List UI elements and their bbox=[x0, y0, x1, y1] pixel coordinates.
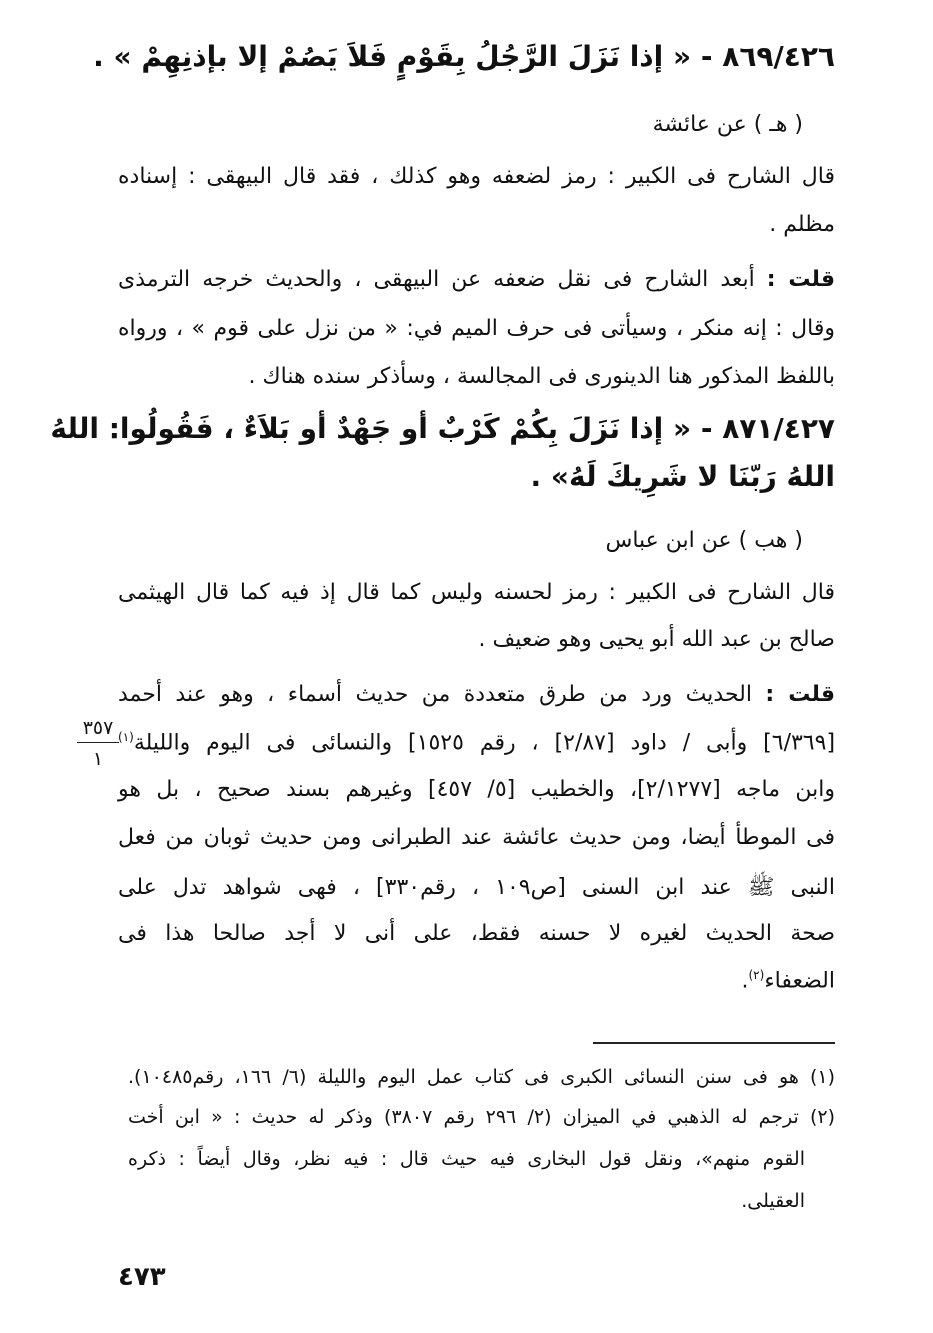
hadith-426-qultu-line-3: باللفظ المذكور هنا الدينورى فى المجالسة ، وسأذكر سنده هناك . bbox=[248, 364, 835, 389]
margin-reference-bottom: ١ bbox=[92, 748, 104, 770]
footnote-separator bbox=[593, 1042, 835, 1044]
hadith-427-qultu-line-6: صحة الحديث لغيره لا حسنه فقط، على أنى لا أجد صالحا هذا فى bbox=[118, 921, 835, 946]
footnote-marker-1: (١) bbox=[118, 730, 134, 744]
footnote-2-line-3: العقيلى. bbox=[741, 1190, 805, 1212]
qultu-text-end: . bbox=[741, 968, 749, 994]
hadith-426-source: ( هـ ) عن عائشة bbox=[652, 112, 803, 137]
margin-reference-divider bbox=[77, 742, 119, 743]
hadith-426-commentary-line-1: قال الشارح فى الكبير : رمز لضعفه وهو كذلك ، فقد قال البيهقى : إسناده bbox=[118, 164, 835, 189]
hadith-427-source: ( هب ) عن ابن عباس bbox=[605, 528, 803, 553]
hadith-427-commentary-line-1: قال الشارح فى الكبير : رمز لحسنه وليس كما قال إذ فيه كما قال الهيثمى bbox=[118, 580, 835, 605]
margin-reference-top: ٣٥٧ bbox=[82, 717, 114, 739]
qultu-text: الضعفاء bbox=[764, 968, 835, 994]
hadith-427-qultu-line-2 bbox=[118, 730, 835, 755]
qultu-text: أبعد الشارح فى نقل ضعفه عن البيهقى ، والحديث خرجه الترمذى bbox=[118, 267, 755, 292]
qultu-label: قلت : bbox=[765, 682, 835, 707]
footnote-1: (١) هو فى سنن النسائى الكبرى فى كتاب عمل اليوم والليلة (٦/ ١٦٦، رقم١٠٤٨٥). bbox=[128, 1066, 835, 1088]
footnote-2-line-1: (٢) ترجم له الذهبي في الميزان (٢/ ٢٩٦ رقم ٣٨٠٧) وذكر له حديث : « ابن أخت bbox=[128, 1106, 836, 1128]
margin-page-reference bbox=[74, 716, 122, 771]
hadith-427-qultu-line-5: النبى ﷺ عند ابن السنى [ص١٠٩ ، رقم٣٣٠] ، فهى شواهد تدل على bbox=[118, 875, 835, 900]
qultu-label: قلت : bbox=[766, 267, 835, 292]
hadith-427-qultu-line-4: فى الموطأ أيضا، ومن حديث عائشة عند الطبرانى ومن حديث ثوبان من فعل bbox=[118, 825, 835, 850]
hadith-427-text-line-2: اللهُ رَبّنَا لا شَرِيكَ لَهُ» . bbox=[530, 460, 835, 493]
hadith-427-qultu-line-3: وابن ماجه [٢/١٢٧٧]، والخطيب [٥/ ٤٥٧] وغيرهم بسند صحيح ، بل هو bbox=[118, 777, 836, 802]
hadith-427-qultu-line-1 bbox=[118, 682, 835, 707]
hadith-427-qultu-line-7 bbox=[118, 968, 835, 993]
qultu-text: [٦/٣٦٩] وأبى / داود [٢/٨٧] ، رقم ١٥٢٥] والنسائى فى اليوم والليلة bbox=[133, 730, 836, 756]
qultu-text: الحديث ورد من طرق متعددة من حديث أسماء ، وهو عند أحمد bbox=[118, 682, 752, 707]
footnote-marker-2: (٢) bbox=[748, 968, 765, 982]
hadith-427-commentary-line-2: صالح بن عبد الله أبو يحيى وهو ضعيف . bbox=[478, 627, 835, 652]
hadith-427-text-line-1: ٨٧١/٤٢٧ - « إذا نَزَلَ بِكُمْ كَرْبٌ أو جَهْدٌ أو بَلاَءٌ ، فَقُولُوا: اللهُ bbox=[50, 412, 835, 445]
hadith-426-commentary-line-2: مظلم . bbox=[769, 212, 835, 237]
hadith-426-qultu-line-2: وقال : إنه منكر ، وسيأتى فى حرف الميم في: « من نزل على قوم » ، ورواه bbox=[118, 316, 835, 341]
hadith-426-text: ٨٦٩/٤٢٦ - « إذا نَزَلَ الرَّجُلُ بِقَوْمٍ فَلاَ يَصُمْ إلا بإذنِهِمْ » . bbox=[93, 40, 835, 73]
page-number: ٤٧٣ bbox=[118, 1262, 166, 1292]
footnote-2-line-2: القوم منهم»، ونقل قول البخارى فيه حيث قال : فيه نظر، وقال أيضاً : ذكره bbox=[128, 1148, 805, 1170]
hadith-426-qultu-line-1 bbox=[118, 267, 835, 292]
